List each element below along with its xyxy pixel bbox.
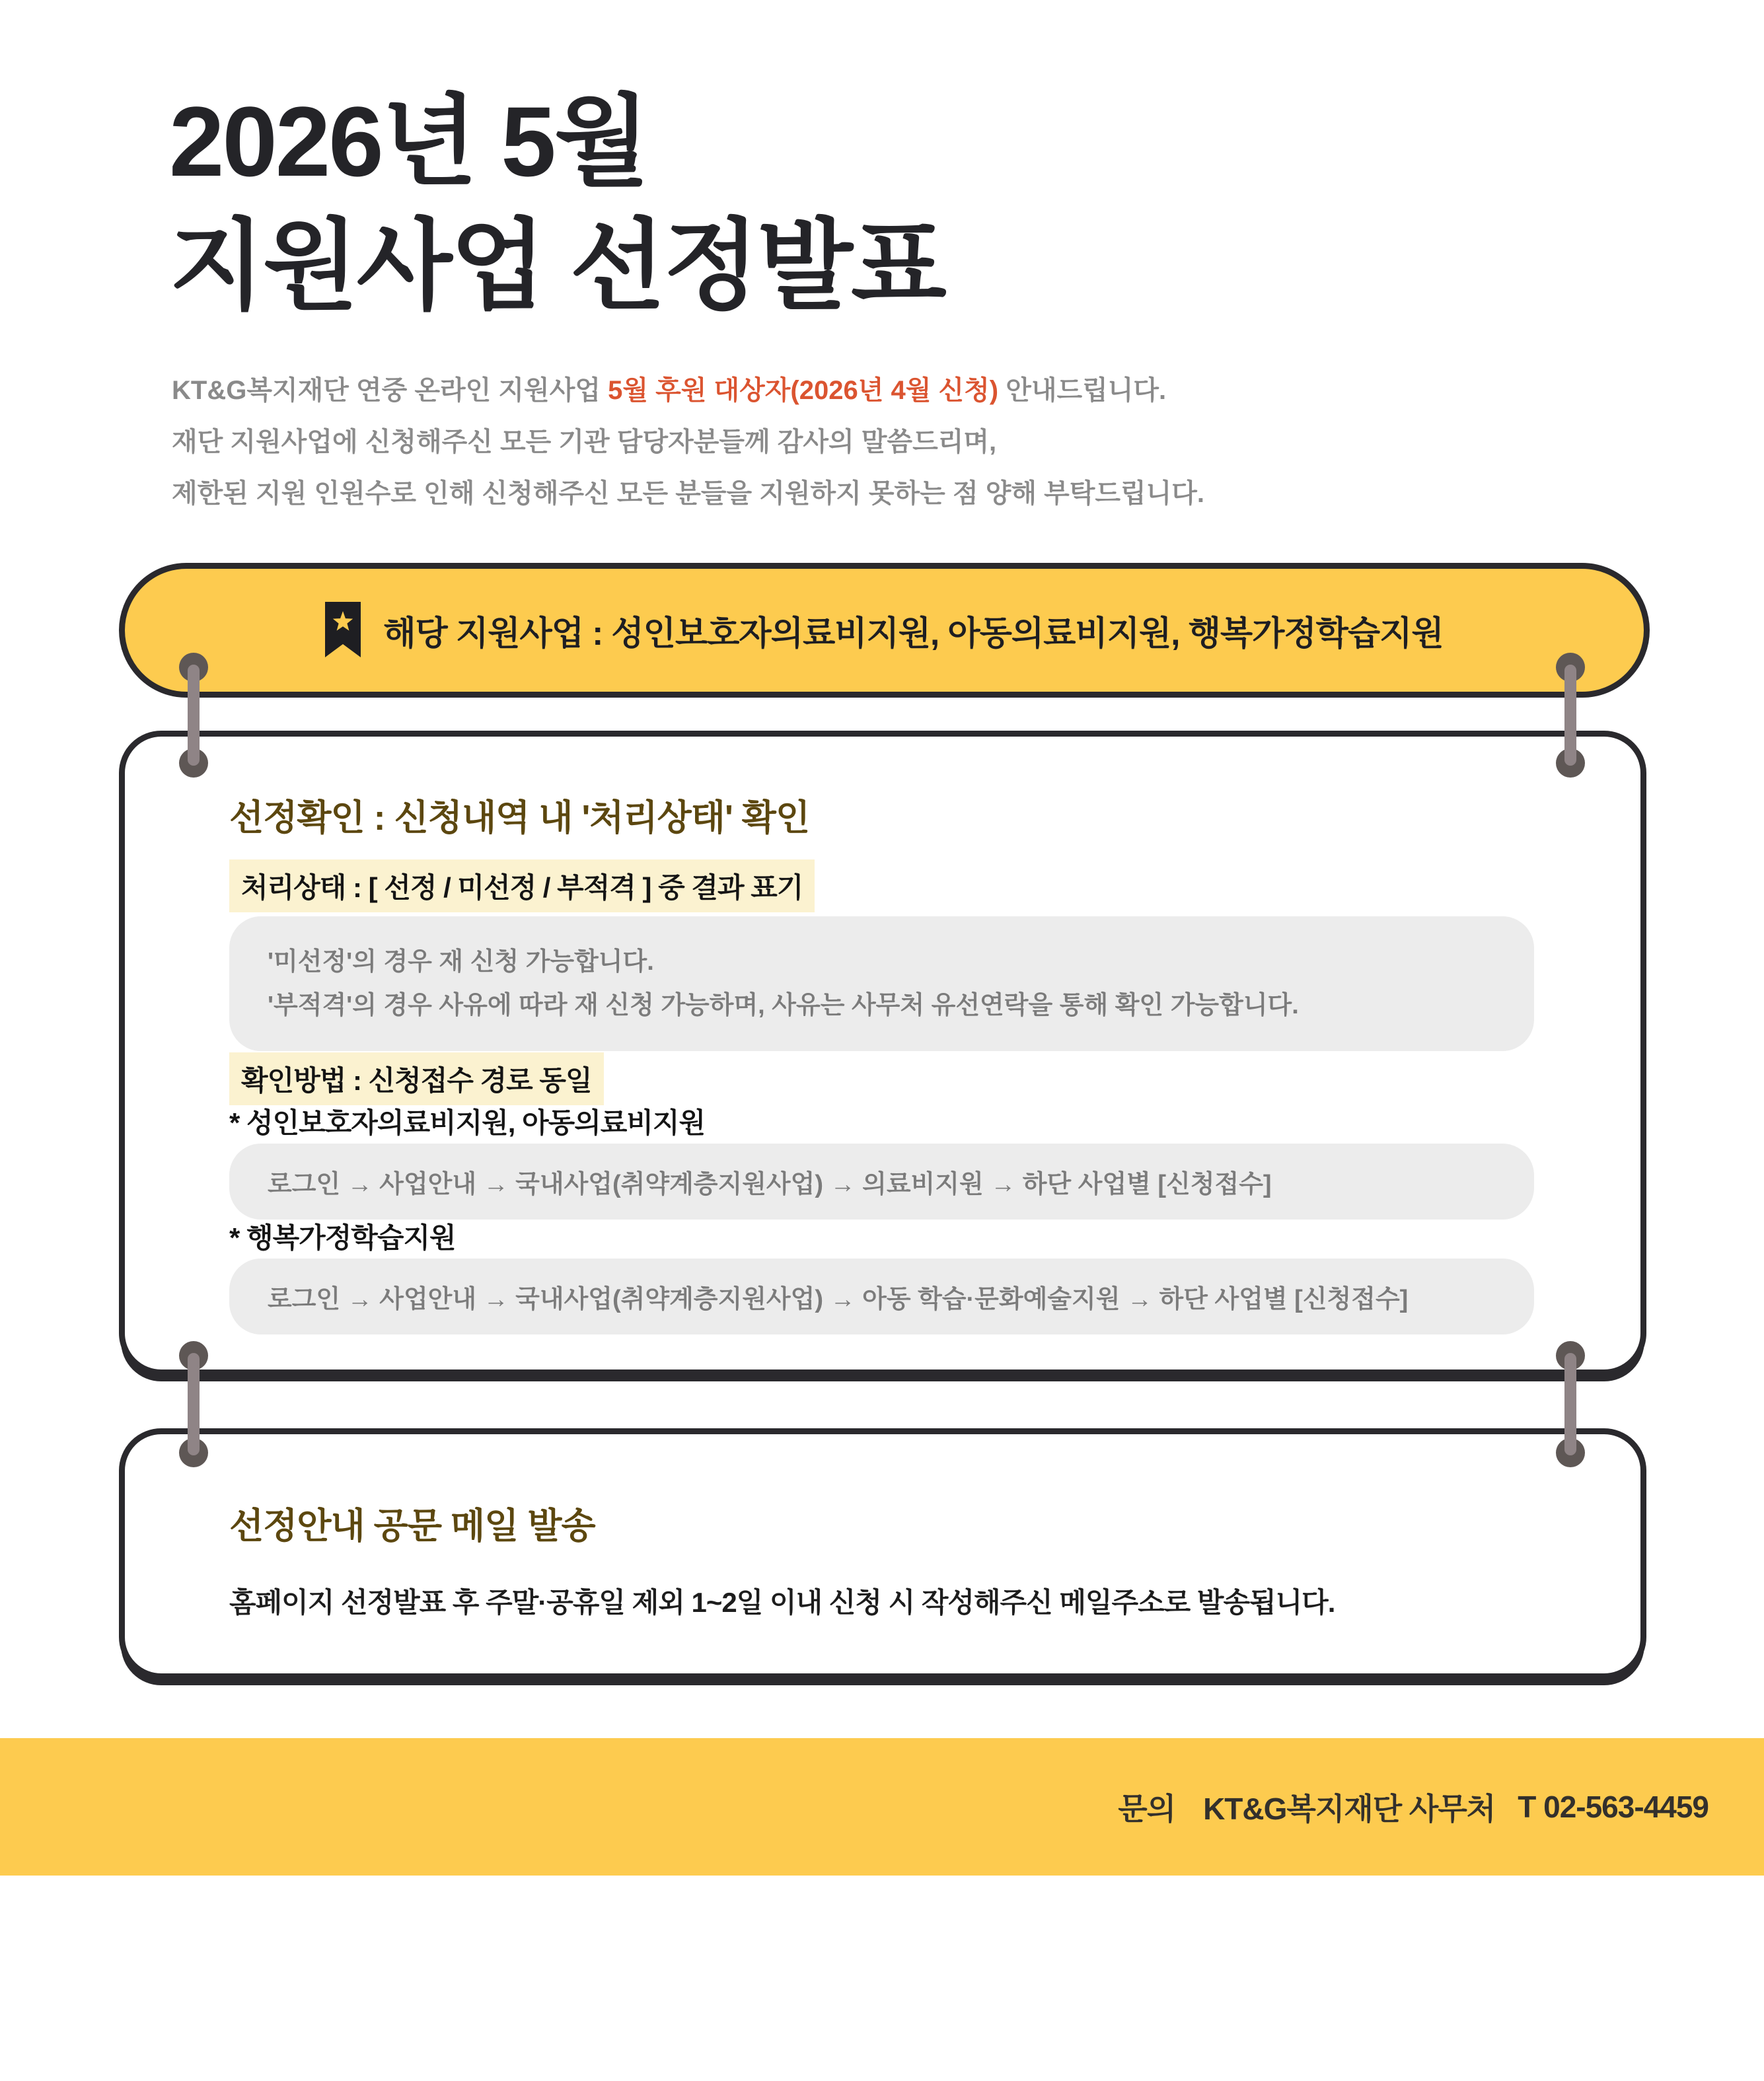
intro-line3: 제한된 지원 인원수로 인해 신청해주신 모든 분들을 지원하지 못하는 점 양해 부탁드립니다. <box>172 479 1205 508</box>
fastener-pin <box>1556 1341 1585 1467</box>
pin-stem <box>1564 1353 1576 1455</box>
status-note-box <box>229 916 1534 1051</box>
intro-line1 <box>172 365 1204 416</box>
mail-notice-body: 홈페이지 선정발표 후 주말·공휴일 제외 1~2일 이내 신청 시 작성해주신 메일주소로 발송됩니다. <box>229 1587 1335 1618</box>
status-note-line2: '부적격'의 경우 사유에 따라 재 신청 가능하며, 사유는 사무처 유선연락을 통해 확인 가능합니다. <box>268 992 1299 1019</box>
page-title-line1: 2026년 5월 <box>169 86 648 197</box>
selection-check-heading: 선정확인 : 신청내역 내 '처리상태' 확인 <box>229 798 810 838</box>
fastener-pin <box>179 1341 208 1467</box>
pin-stem <box>1564 665 1576 766</box>
contact-label: 문의 <box>1118 1792 1176 1826</box>
contact-footer <box>0 1738 1764 1876</box>
program2-path-box: 로그인 → 사업안내 → 국내사업(취약계층지원사업) → 아동 학습·문화예술지원 → 하단 사업별 [신청접수] <box>229 1259 1534 1334</box>
status-note-line1: '미선정'의 경우 재 신청 가능합니다. <box>268 948 654 976</box>
intro-line1-accent: 5월 후원 대상자(2026년 4월 신청) <box>608 376 999 405</box>
pin-stem <box>188 1353 200 1455</box>
page-title-line2: 지원사업 선정발표 <box>169 210 945 321</box>
program2-title: * 행복가정학습지원 <box>229 1222 456 1253</box>
program-banner-text: 해당 지원사업 : 성인보호자의료비지원, 아동의료비지원, 행복가정학습지원 <box>383 614 1444 652</box>
program1-title: * 성인보호자의료비지원, 아동의료비지원 <box>229 1107 706 1138</box>
method-label: 확인방법 : 신청접수 경로 동일 <box>229 1052 604 1105</box>
contact-org: KT&G복지재단 사무처 <box>1203 1792 1496 1826</box>
page-title <box>169 79 945 328</box>
pin-stem <box>188 665 200 766</box>
fastener-pin <box>179 653 208 778</box>
selection-check-card <box>119 731 1646 1375</box>
intro-line2: 재단 지원사업에 신청해주신 모든 기관 담당자분들께 감사의 말씀드리며, <box>172 427 997 456</box>
intro-line1-suffix: 안내드립니다. <box>998 376 1167 405</box>
mail-notice-card <box>119 1428 1646 1679</box>
intro-paragraph <box>172 365 1204 519</box>
intro-line1-prefix: KT&G복지재단 연중 온라인 지원사업 <box>172 376 608 405</box>
contact-tel: T 02-563-4459 <box>1518 1790 1709 1824</box>
program1-path-box: 로그인 → 사업안내 → 국내사업(취약계층지원사업) → 의료비지원 → 하단 사업별 [신청접수] <box>229 1144 1534 1220</box>
bookmark-star-icon <box>325 602 361 657</box>
fastener-pin <box>1556 653 1585 778</box>
program-banner <box>119 563 1650 698</box>
status-label: 처리상태 : [ 선정 / 미선정 / 부적격 ] 중 결과 표기 <box>229 859 815 912</box>
mail-notice-heading: 선정안내 공문 메일 발송 <box>229 1506 595 1546</box>
